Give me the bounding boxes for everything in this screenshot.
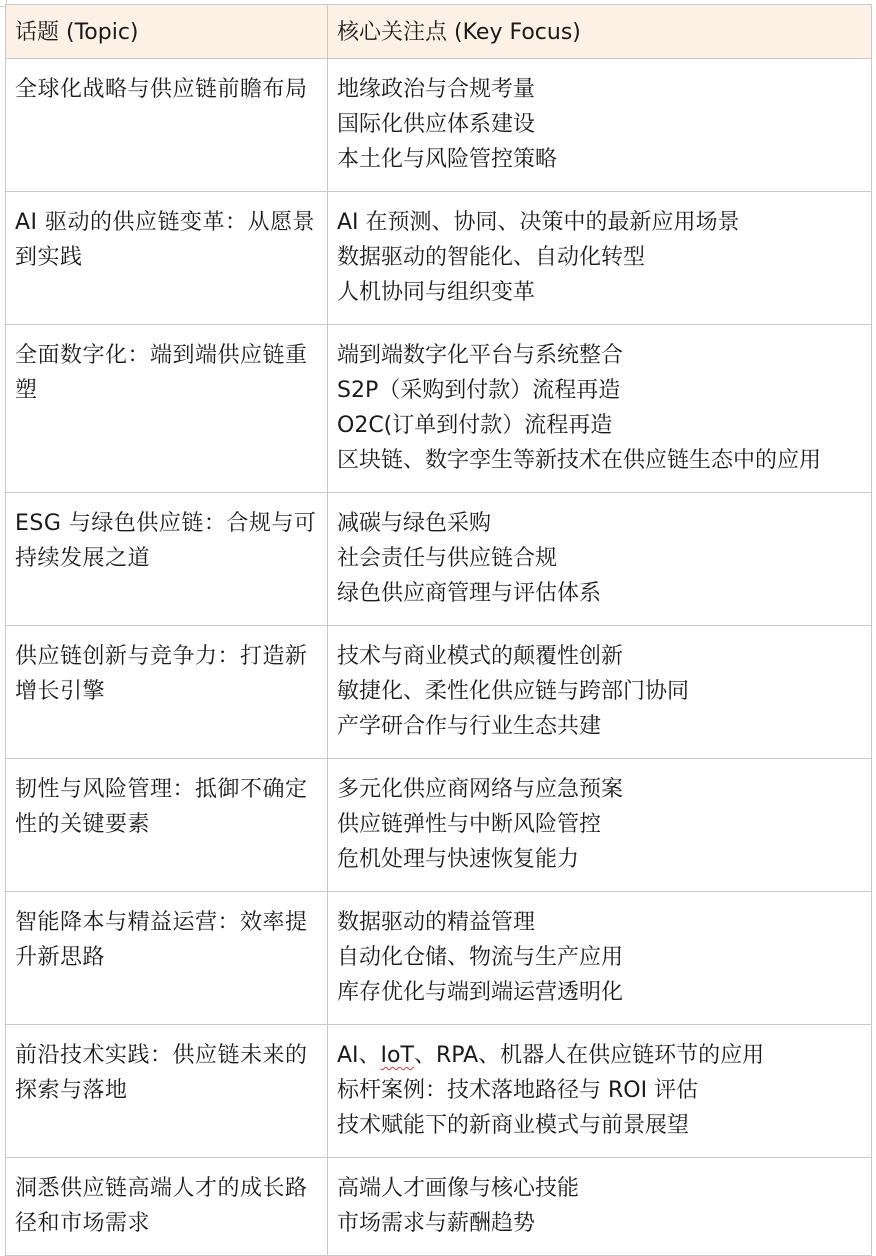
- focus-item: O2C(订单到付款）流程再造: [337, 413, 613, 438]
- focus-item: 产学研合作与行业生态共建: [337, 714, 602, 739]
- focus-item: 国际化供应体系建设: [337, 112, 536, 137]
- focus-cell: [328, 59, 872, 192]
- focus-item: 标杆案例：技术落地路径与 ROI 评估: [337, 1078, 699, 1103]
- focus-item: AI 在预测、协同、决策中的最新应用场景: [337, 210, 740, 235]
- table-row: [6, 892, 872, 1025]
- table-header: [6, 5, 872, 59]
- spellcheck-underline: IoT: [380, 1043, 414, 1068]
- focus-item: 地缘政治与合规考量: [337, 77, 536, 102]
- table-row: [6, 59, 872, 192]
- topic-cell: [6, 59, 328, 192]
- focus-item: 数据驱动的智能化、自动化转型: [337, 245, 646, 270]
- focus-cell: [328, 325, 872, 493]
- focus-item: 减碳与绿色采购: [337, 511, 492, 536]
- focus-item: 技术赋能下的新商业模式与前景展望: [337, 1113, 690, 1138]
- topics-table-container: [5, 4, 871, 1256]
- topic-text: 全球化战略与供应链前瞻布局: [15, 77, 308, 102]
- focus-item: 技术与商业模式的颠覆性创新: [337, 644, 624, 669]
- table-body: [6, 59, 872, 1256]
- table-row: [6, 759, 872, 892]
- table-row: [6, 626, 872, 759]
- focus-cell: [328, 192, 872, 325]
- topic-cell: [6, 192, 328, 325]
- focus-item: 区块链、数字孪生等新技术在供应链生态中的应用: [337, 448, 822, 473]
- focus-item: 数据驱动的精益管理: [337, 910, 536, 935]
- table-row: [6, 192, 872, 325]
- topic-cell: [6, 493, 328, 626]
- topic-cell: [6, 1158, 328, 1256]
- focus-item: S2P（采购到付款）流程再造: [337, 378, 621, 403]
- focus-item: 社会责任与供应链合规: [337, 546, 558, 571]
- topic-text: 全面数字化：端到端供应链重塑: [15, 343, 308, 403]
- focus-item: 自动化仓储、物流与生产应用: [337, 945, 624, 970]
- table-row: [6, 1025, 872, 1158]
- topic-text: 供应链创新与竞争力：打造新增长引擎: [15, 644, 308, 704]
- focus-item: 高端人才画像与核心技能: [337, 1176, 580, 1201]
- header-topic: 话题 (Topic): [6, 5, 328, 59]
- topic-cell: [6, 759, 328, 892]
- topic-cell: [6, 325, 328, 493]
- topic-text: 韧性与风险管理：抵御不确定性的关键要素: [15, 777, 308, 837]
- topic-text: 智能降本与精益运营：效率提升新思路: [15, 910, 308, 970]
- focus-cell: [328, 493, 872, 626]
- focus-item: 供应链弹性与中断风险管控: [337, 812, 602, 837]
- focus-item: 人机协同与组织变革: [337, 280, 536, 305]
- focus-item: 本土化与风险管控策略: [337, 147, 558, 172]
- focus-cell: [328, 892, 872, 1025]
- topic-cell: [6, 1025, 328, 1158]
- focus-item: 绿色供应商管理与评估体系: [337, 581, 602, 606]
- focus-item: 库存优化与端到端运营透明化: [337, 980, 624, 1005]
- focus-cell: [328, 1158, 872, 1256]
- focus-cell: [328, 1025, 872, 1158]
- focus-cell: [328, 626, 872, 759]
- focus-cell: [328, 759, 872, 892]
- focus-item: 端到端数字化平台与系统整合: [337, 343, 624, 368]
- topic-text: 洞悉供应链高端人才的成长路径和市场需求: [15, 1176, 308, 1236]
- focus-item: AI、IoT、RPA、机器人在供应链环节的应用: [337, 1043, 765, 1068]
- table-row: [6, 325, 872, 493]
- focus-item: 多元化供应商网络与应急预案: [337, 777, 624, 802]
- table-row: [6, 493, 872, 626]
- focus-item: 敏捷化、柔性化供应链与跨部门协同: [337, 679, 690, 704]
- topic-text: ESG 与绿色供应链：合规与可持续发展之道: [15, 511, 317, 571]
- topic-cell: [6, 892, 328, 1025]
- focus-item: 危机处理与快速恢复能力: [337, 847, 580, 872]
- header-row: [6, 5, 872, 59]
- header-focus: 核心关注点 (Key Focus): [328, 5, 872, 59]
- focus-item: 市场需求与薪酬趋势: [337, 1211, 536, 1236]
- table-row: [6, 1158, 872, 1256]
- topic-text: AI 驱动的供应链变革：从愿景到实践: [15, 210, 316, 270]
- topic-text: 前沿技术实践：供应链未来的探索与落地: [15, 1043, 308, 1103]
- topics-table: [5, 4, 872, 1256]
- topic-cell: [6, 626, 328, 759]
